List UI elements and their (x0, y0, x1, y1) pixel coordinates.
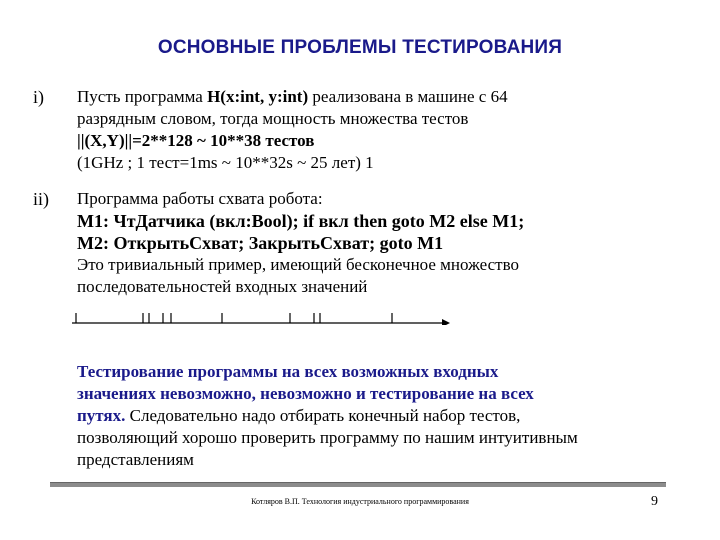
conclusion-line4: позволяющий хорошо проверить программу по нашим интуитивным (77, 428, 578, 447)
item1-line4: (1GHz ; 1 тест=1ms ~ 10**32s ~ 25 лет) 1 (77, 153, 374, 172)
item2-text (77, 188, 697, 298)
conclusion-line3 (77, 405, 697, 427)
conclusion-line5: представлениям (77, 450, 194, 469)
conclusion-line2: значениях невозможно, невозможно и тестирование на всех (77, 384, 534, 403)
item2-line4: Это тривиальный пример, имеющий бесконечное множество (77, 255, 519, 274)
item2-line3: M2: ОткрытьСхват; ЗакрытьСхват; goto M1 (77, 233, 444, 253)
item1-line1 (77, 86, 697, 108)
item1-text (77, 86, 697, 174)
conclusion-text (77, 361, 697, 471)
conclusion-line3-rest: Следовательно надо отбирать конечный набор тестов, (125, 406, 521, 425)
item2-line2: M1: ЧтДатчика (вкл:Bool); if вкл then goto M2 else M1; (77, 211, 525, 231)
item1-line1-post: реализована в машине с 64 (308, 87, 508, 106)
item2-line5: последовательностей входных значений (77, 277, 368, 296)
slide-title: ОСНОВНЫЕ ПРОБЛЕМЫ ТЕСТИРОВАНИЯ (157, 37, 563, 58)
page-number: 9 (651, 494, 658, 509)
timeline-arrowhead (442, 319, 450, 325)
conclusion-line3-bold: путях. (77, 406, 126, 425)
footer-author: Котляров В.П. Технология индустриального программирования (251, 497, 469, 506)
item1-line1-bold: H(x:int, y:int) (207, 87, 309, 106)
conclusion-line1: Тестирование программы на всех возможных входных (77, 362, 499, 381)
input-sequence-timeline (70, 311, 450, 325)
item1-line3: ||(X,Y)||=2**128 ~ 10**38 тестов (77, 131, 315, 150)
footer-divider (50, 482, 666, 487)
item2-line1: Программа работы схвата робота: (77, 189, 323, 208)
item2-marker: ii) (33, 189, 49, 209)
item1-line2: разрядным словом, тогда мощность множества тестов (77, 109, 469, 128)
item1-line1-pre: Пусть программа (77, 87, 208, 106)
item1-marker: i) (33, 87, 44, 107)
timeline-ticks (76, 313, 392, 323)
